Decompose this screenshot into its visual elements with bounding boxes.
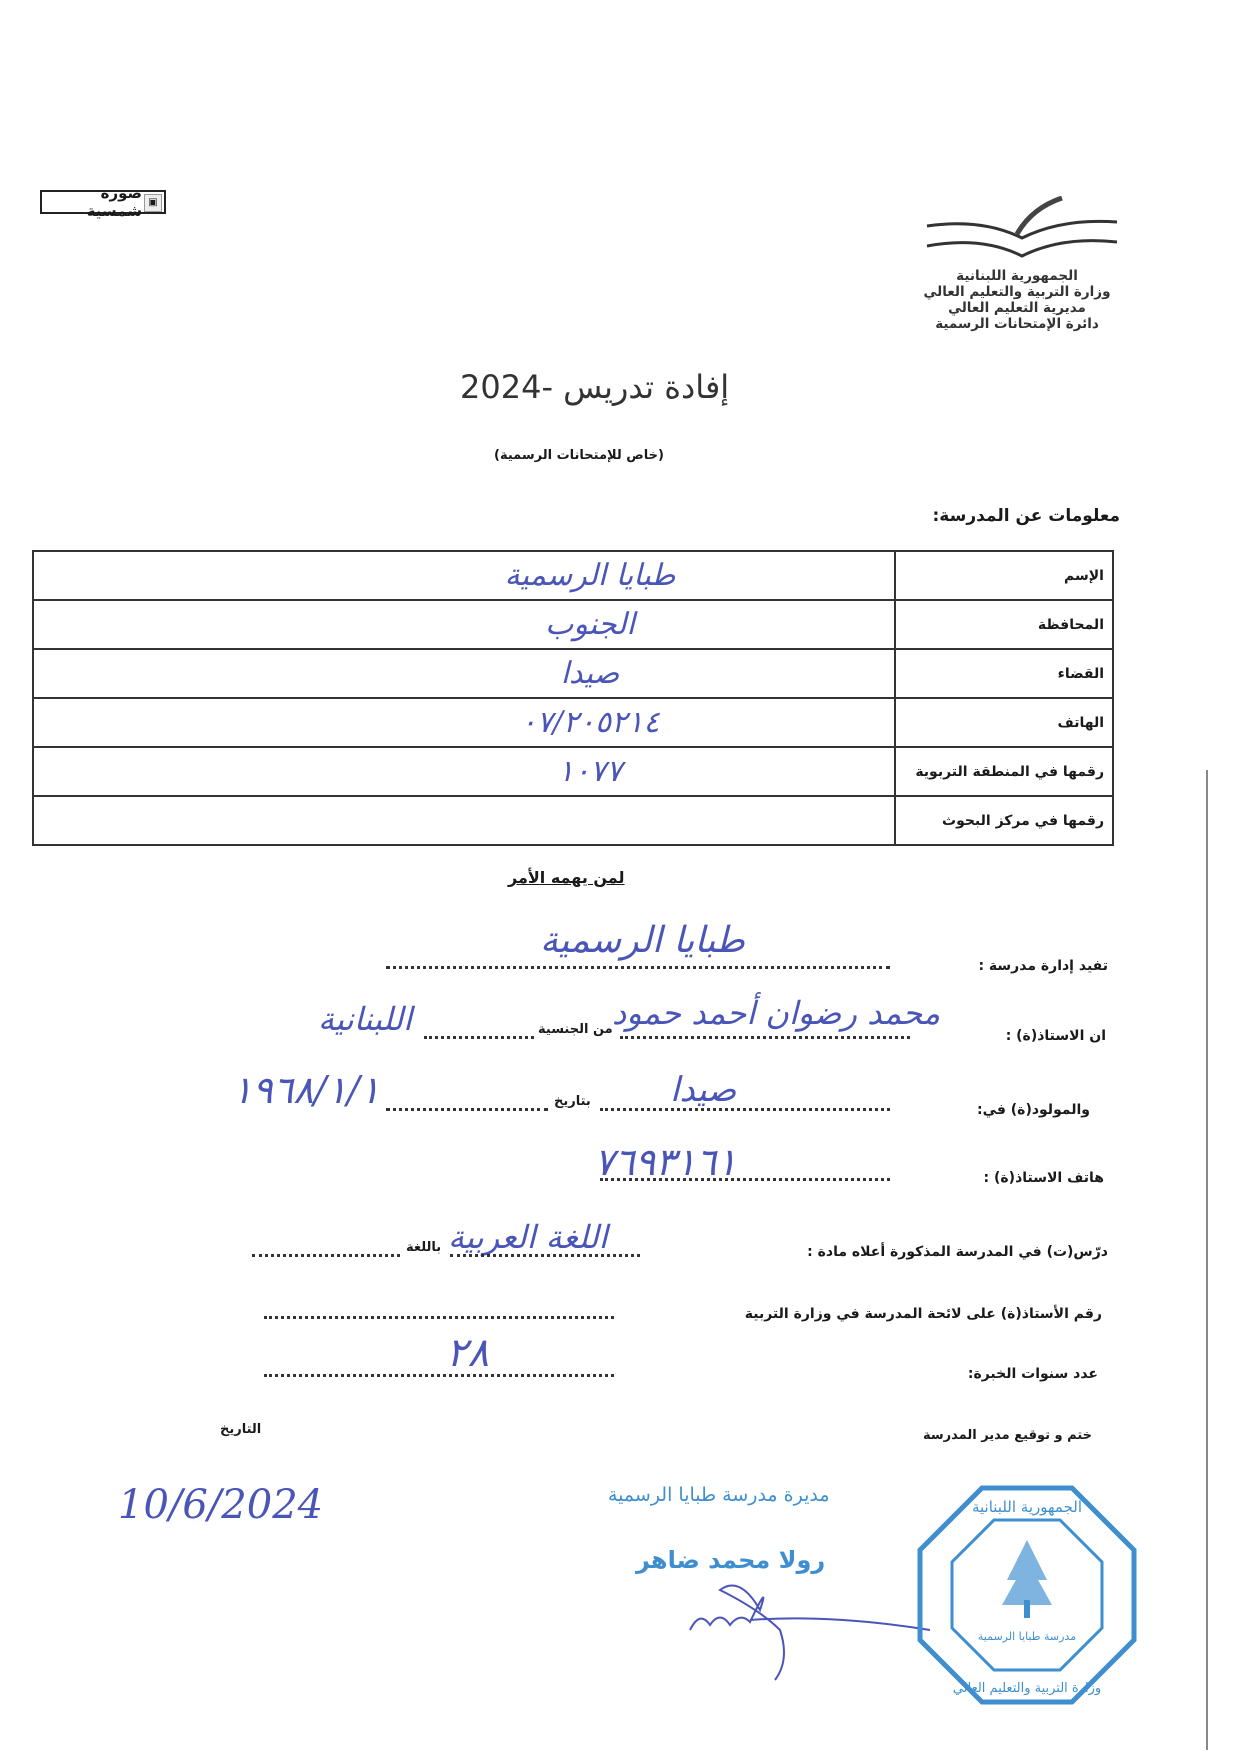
experience-value: ٢٨ <box>446 1330 489 1376</box>
row-value: طبايا الرسمية <box>33 551 895 600</box>
table-row <box>33 551 1113 600</box>
experience-line <box>264 1374 614 1377</box>
row-label: المحافظة <box>895 600 1113 649</box>
scan-edge-line <box>1206 770 1208 1750</box>
school-info-heading: معلومات عن المدرسة: <box>932 506 1120 526</box>
stamp-top-text: الجمهورية اللبنانية <box>971 1498 1083 1516</box>
row-label: الإسم <box>895 551 1113 600</box>
teacher-number-line <box>264 1316 614 1319</box>
table-row <box>33 796 1113 845</box>
principal-title: مديرة مدرسة طبايا الرسمية <box>608 1484 830 1506</box>
row-value: ١٠٧٧ <box>33 747 895 796</box>
ministry-header <box>912 268 1122 332</box>
stamp-bottom-text: وزارة التربية والتعليم العالي <box>952 1681 1102 1696</box>
language-label: باللغة <box>406 1240 442 1255</box>
school-admin-line <box>386 966 890 969</box>
to-whom-it-may-concern-heading: لمن يهمه الأمر <box>508 868 625 887</box>
nationality-label: من الجنسية <box>538 1022 613 1037</box>
teacher-line <box>620 1036 910 1039</box>
born-place-label: والمولود(ة) في: <box>976 1102 1090 1118</box>
table-row <box>33 649 1113 698</box>
ministry-line: وزارة التربية والتعليم العالي <box>923 284 1111 300</box>
image-icon: ▣ <box>144 194 162 212</box>
table-row <box>33 600 1113 649</box>
born-place-value: صيدا <box>670 1070 737 1110</box>
ministry-logo-icon <box>922 196 1122 266</box>
nationality-value: اللبنانية <box>318 1000 413 1038</box>
date-label: التاريخ <box>220 1422 262 1437</box>
document-subtitle: (خاص للإمتحانات الرسمية) <box>494 448 664 463</box>
teacher-number-label: رقم الأستاذ(ة) على لائحة المدرسة في وزارة التربية <box>744 1306 1102 1322</box>
teacher-label: ان الاستاذ(ة) : <box>1005 1028 1106 1044</box>
row-label: الهاتف <box>895 698 1113 747</box>
row-label: رقمها في مركز البحوث <box>895 796 1113 845</box>
school-admin-value: طبايا الرسمية <box>540 920 745 961</box>
date-value: 10/6/2024 <box>118 1482 324 1528</box>
birthdate-value: ١٩٦٨/١/١ <box>232 1068 381 1112</box>
official-stamp-icon <box>912 1480 1142 1710</box>
birthdate-label: بتاريخ <box>554 1094 591 1109</box>
table-row <box>33 698 1113 747</box>
teacher-phone-label: هاتف الاستاذ(ة) : <box>983 1170 1104 1186</box>
teacher-name-value: محمد رضوان أحمد حمود <box>612 994 941 1032</box>
row-value: صيدا <box>33 649 895 698</box>
birthdate-line <box>386 1108 548 1111</box>
row-value <box>33 796 895 845</box>
photo-placeholder-label <box>40 184 166 220</box>
language-line <box>252 1254 400 1257</box>
ministry-line: الجمهورية اللبنانية <box>956 268 1078 284</box>
row-label: القضاء <box>895 649 1113 698</box>
row-value: ٠٧/٢٠٥٢١٤ <box>33 698 895 747</box>
signature-icon <box>680 1570 940 1690</box>
stamp-signature-label: ختم و توقيع مدير المدرسة <box>922 1428 1092 1443</box>
subject-line <box>450 1254 640 1257</box>
experience-label: عدد سنوات الخبرة: <box>967 1366 1098 1382</box>
photo-label-text: صورة شمسية <box>86 184 142 220</box>
table-row <box>33 747 1113 796</box>
row-value: الجنوب <box>33 600 895 649</box>
document-title: إفادة تدريس -2024 <box>460 368 730 406</box>
row-label: رقمها في المنطقة التربوية <box>895 747 1113 796</box>
school-admin-label: تفيد إدارة مدرسة : <box>978 958 1108 974</box>
taught-subject-label: درّس(ت) في المدرسة المذكورة أعلاه مادة : <box>807 1244 1108 1260</box>
school-info-table <box>32 550 1114 846</box>
ministry-line: دائرة الإمتحانات الرسمية <box>935 316 1099 332</box>
teacher-phone-value: ٧٦٩٣١٦١ <box>594 1140 737 1184</box>
principal-name: رولا محمد ضاهر <box>636 1546 826 1574</box>
subject-value: اللغة العربية <box>448 1218 608 1256</box>
ministry-line: مديرية التعليم العالي <box>948 300 1086 316</box>
born-place-line <box>600 1108 890 1111</box>
nationality-line <box>424 1036 534 1039</box>
stamp-inner-text: مدرسة طبايا الرسمية <box>977 1630 1077 1643</box>
